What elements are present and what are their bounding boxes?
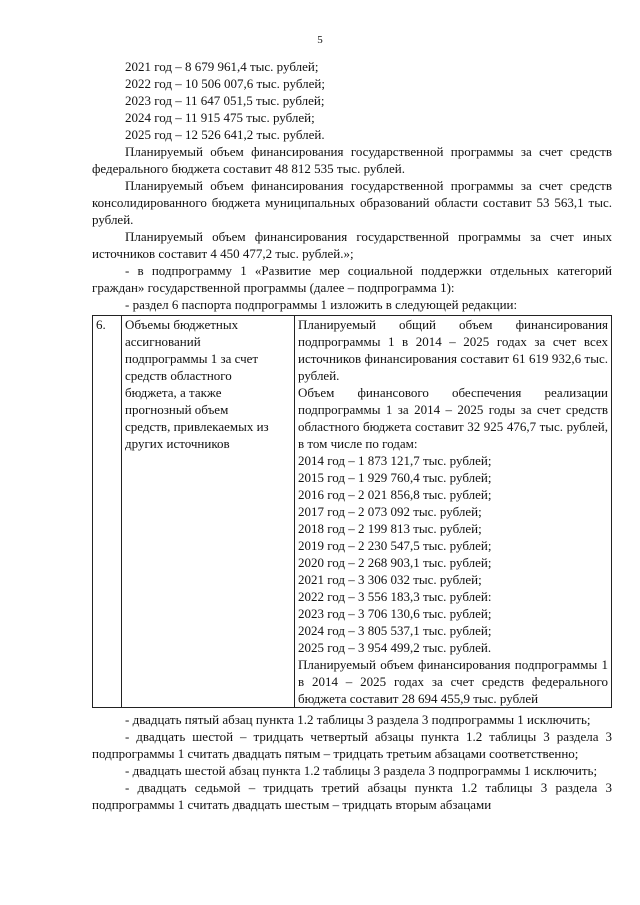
paragraph: Планируемый объем финансирования государственной программы за счет средств федерального бюджета составит 48 812 535 тыс. рублей. bbox=[92, 144, 612, 176]
year-line: 2024 год – 11 915 475 тыс. рублей; bbox=[125, 110, 315, 125]
cell-paragraph: Объем финансового обеспечения реализации подпрограммы 1 за 2014 – 2025 годы за счет средств областного бюджета составит 32 925 476,7 тыс. рублей, в том числе по годам: bbox=[298, 385, 608, 451]
cell-year-line: 2021 год – 3 306 032 тыс. рублей; bbox=[298, 572, 482, 587]
cell-year-line: 2024 год – 3 805 537,1 тыс. рублей; bbox=[298, 623, 492, 638]
document-body bbox=[92, 58, 612, 813]
label-line: средств, привлекаемых из bbox=[125, 419, 269, 434]
label-line: средств областного bbox=[125, 368, 232, 383]
paragraph: Планируемый объем финансирования государственной программы за счет иных источников составит 4 450 477,2 тыс. рублей.»; bbox=[92, 229, 612, 261]
cell-paragraph: Планируемый объем финансирования подпрограммы 1 в 2014 – 2025 годах за счет средств федерального бюджета составит 28 694 455,9 тыс. рублей bbox=[298, 657, 608, 706]
label-line: прогнозный объем bbox=[125, 402, 229, 417]
cell-year-line: 2019 год – 2 230 547,5 тыс. рублей; bbox=[298, 538, 492, 553]
cell-year-line: 2022 год – 3 556 183,3 тыс. рублей: bbox=[298, 589, 492, 604]
paragraph: Планируемый объем финансирования государственной программы за счет средств консолидированного бюджета муниципальных образований области составит 53 563,1 тыс. рублей. bbox=[92, 178, 612, 227]
year-line: 2021 год – 8 679 961,4 тыс. рублей; bbox=[125, 59, 319, 74]
cell-year-line: 2017 год – 2 073 092 тыс. рублей; bbox=[298, 504, 482, 519]
label-line: других источников bbox=[125, 436, 230, 451]
paragraph: - раздел 6 паспорта подпрограммы 1 изложить в следующей редакции: bbox=[125, 297, 518, 312]
amendments-list bbox=[92, 711, 612, 813]
table-row bbox=[93, 316, 612, 708]
label-line: Объемы бюджетных bbox=[125, 317, 239, 332]
cell-year-line: 2023 год – 3 706 130,6 тыс. рублей; bbox=[298, 606, 492, 621]
row-number-cell: 6. bbox=[93, 316, 122, 708]
cell-year-line: 2020 год – 2 268 903,1 тыс. рублей; bbox=[298, 555, 492, 570]
paragraph: - двадцать шестой абзац пункта 1.2 таблицы 3 раздела 3 подпрограммы 1 исключить; bbox=[125, 763, 598, 778]
label-line: ассигнований bbox=[125, 334, 201, 349]
year-line: 2023 год – 11 647 051,5 тыс. рублей; bbox=[125, 93, 325, 108]
cell-year-line: 2025 год – 3 954 499,2 тыс. рублей. bbox=[298, 640, 492, 655]
paragraph: - двадцать седьмой – тридцать третий абзацы пункта 1.2 таблицы 3 раздела 3 подпрограммы 1 считать двадцать шестым – тридцать вторым абзацами bbox=[92, 780, 612, 812]
value-cell bbox=[295, 316, 612, 708]
cell-year-line: 2014 год – 1 873 121,7 тыс. рублей; bbox=[298, 453, 492, 468]
label-line: бюджета, а также bbox=[125, 385, 222, 400]
cell-year-line: 2015 год – 1 929 760,4 тыс. рублей; bbox=[298, 470, 492, 485]
cell-year-line: 2016 год – 2 021 856,8 тыс. рублей; bbox=[298, 487, 492, 502]
paragraph: - в подпрограмму 1 «Развитие мер социальной поддержки отдельных категорий граждан» государственной программы (далее – подпрограмма 1): bbox=[92, 263, 612, 295]
cell-paragraph: Планируемый общий объем финансирования подпрограммы 1 в 2014 – 2025 годах за счет всех источников финансирования составит 61 619 932,6 тыс. рублей. bbox=[298, 317, 608, 383]
year-line: 2022 год – 10 506 007,6 тыс. рублей; bbox=[125, 76, 325, 91]
passport-table bbox=[92, 315, 612, 708]
year-list-top bbox=[92, 58, 612, 143]
label-cell bbox=[122, 316, 295, 708]
paragraph: - двадцать шестой – тридцать четвертый абзацы пункта 1.2 таблицы 3 раздела 3 подпрограммы 1 считать двадцать пятым – тридцать третьим абзацами соответственно; bbox=[92, 729, 612, 761]
cell-year-line: 2018 год – 2 199 813 тыс. рублей; bbox=[298, 521, 482, 536]
page-number: 5 bbox=[317, 34, 323, 46]
paragraph: - двадцать пятый абзац пункта 1.2 таблицы 3 раздела 3 подпрограммы 1 исключить; bbox=[125, 712, 591, 727]
label-line: подпрограммы 1 за счет bbox=[125, 351, 259, 366]
year-line: 2025 год – 12 526 641,2 тыс. рублей. bbox=[125, 127, 325, 142]
